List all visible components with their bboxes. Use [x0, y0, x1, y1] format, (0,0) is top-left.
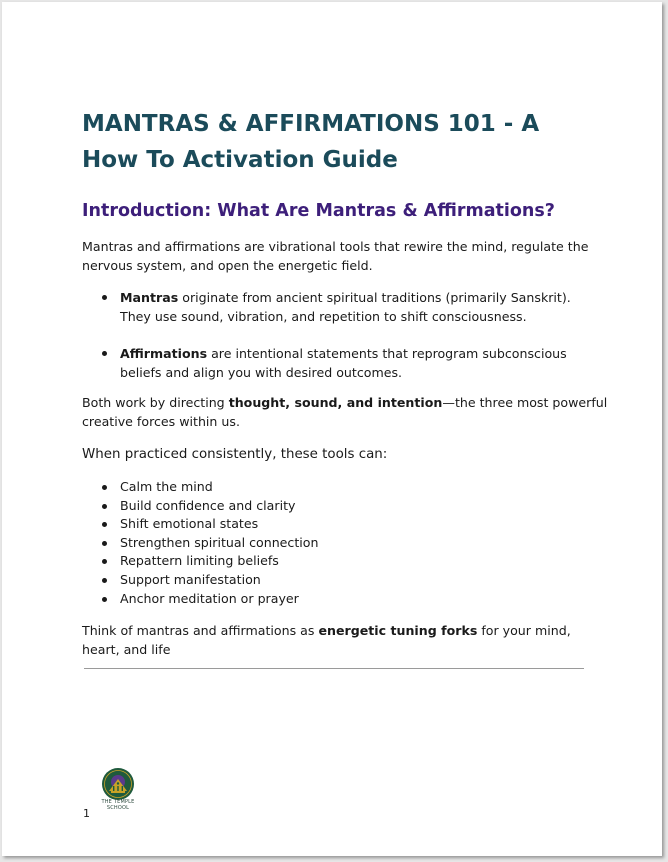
affirmations-description: are intentional statements that reprogram subconscious beliefs and align you with desired outcomes.: [120, 346, 567, 380]
list-item: Strengthen spiritual connection: [100, 534, 580, 553]
mantras-bullet-list: [100, 288, 580, 326]
when-practiced-paragraph: When practiced consistently, these tools can:: [82, 447, 388, 462]
list-item: [100, 344, 580, 382]
intro-paragraph: Mantras and affirmations are vibrational tools that rewire the mind, regulate the nervous system, and open the energetic field.: [82, 239, 589, 273]
both-prefix: Both work by directing: [82, 395, 229, 410]
temple-school-logo-icon: [101, 767, 135, 801]
benefits-list: [100, 478, 580, 608]
list-item: Anchor meditation or prayer: [100, 590, 580, 609]
affirmations-term: Affirmations: [120, 346, 208, 361]
document-page: [2, 2, 662, 856]
logo-line-2: SCHOOL: [106, 805, 130, 811]
list-item: [100, 288, 580, 326]
both-bold: thought, sound, and intention: [228, 395, 443, 410]
think-prefix: Think of mantras and affirmations as: [82, 623, 319, 638]
think-bold: energetic tuning forks: [318, 623, 478, 638]
list-item: Build confidence and clarity: [100, 497, 580, 516]
logo-line-1: THE TEMPLE: [101, 799, 135, 805]
think-suffix: for your mind, heart, and life: [82, 623, 571, 657]
both-suffix: —the three most powerful creative forces within us.: [82, 395, 608, 429]
page-number: 1: [83, 807, 90, 820]
document-title: MANTRAS & AFFIRMATIONS 101 - A How To Activation Guide: [82, 111, 540, 173]
list-item: Calm the mind: [100, 478, 580, 497]
logo-caption: [90, 799, 146, 811]
affirmations-bullet-list: [100, 344, 580, 382]
both-work-paragraph: [82, 393, 612, 431]
horizontal-divider: [84, 668, 584, 669]
list-item: Repattern limiting beliefs: [100, 552, 580, 571]
section-heading: Introduction: What Are Mantras & Affirmations?: [82, 201, 555, 221]
mantras-term: Mantras: [120, 290, 179, 305]
list-item: Support manifestation: [100, 571, 580, 590]
think-of-paragraph: [82, 621, 612, 659]
mantras-description: originate from ancient spiritual traditions (primarily Sanskrit). They use sound, vibration, and repetition to shift consciousness.: [120, 290, 571, 324]
list-item: Shift emotional states: [100, 515, 580, 534]
